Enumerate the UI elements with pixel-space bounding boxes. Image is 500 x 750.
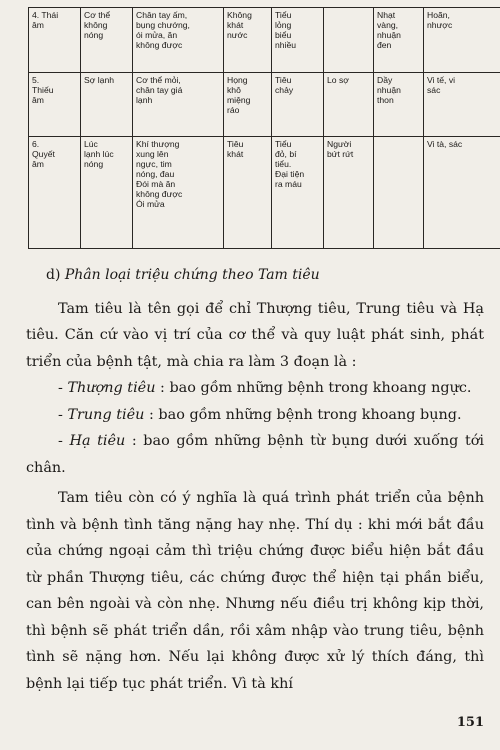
table-row	[29, 137, 500, 249]
list-dash: -	[58, 406, 68, 423]
table-cell: Vi tà, sác	[424, 137, 500, 249]
table-cell: Khí thượng xung lên ngực, tim nóng, đau Đói mà ăn không được Ói mửa	[133, 137, 224, 249]
table-cell: Nhạt vàng, nhuận đen	[374, 8, 424, 73]
list-term: Thượng tiêu	[67, 380, 156, 396]
table-cell: Dầy nhuận thon	[374, 73, 424, 137]
list-text: : bao gồm những bệnh từ bụng dưới xuống tới chân.	[26, 433, 484, 476]
list-term: Trung tiêu	[67, 406, 145, 423]
symptom-table	[28, 7, 500, 249]
table-cell: 5. Thiếu âm	[29, 73, 81, 137]
table-cell: Vi tế, vi sác	[424, 73, 500, 137]
table-cell: Hoãn, nhược	[424, 8, 500, 73]
table-cell: Tiêu khát	[224, 137, 272, 249]
list-text: : bao gồm những bệnh trong khoang ngực.	[155, 380, 472, 396]
list-term: Hạ tiêu	[69, 433, 126, 449]
table-cell: Tiêu chảy	[272, 73, 324, 137]
section-heading-title: Phân loại triệu chứng theo Tam tiêu	[64, 267, 320, 283]
table-cell: Tiểu đỏ, bí tiểu. Đại tiện ra máu	[272, 137, 324, 249]
body-text	[26, 262, 484, 697]
table-cell: Họng khô miệng ráo	[224, 73, 272, 137]
section-heading	[46, 262, 484, 289]
table-cell: 6. Quyết âm	[29, 137, 81, 249]
table-cell: Người bứt rứt	[324, 137, 374, 249]
list-item	[26, 375, 484, 402]
list-dash: -	[58, 433, 70, 449]
list-item	[26, 428, 484, 481]
table-cell: Tiểu lỏng biểu nhiều	[272, 8, 324, 73]
table-cell	[324, 8, 374, 73]
paragraph-intro: Tam tiêu là tên gọi để chỉ Thượng tiêu, Trung tiêu và Hạ tiêu. Căn cứ vào vị trí của cơ thể và quy luật phát sinh, phát triển của bệnh tật, mà chia ra làm 3 đoạn là :	[26, 300, 484, 370]
table-row	[29, 73, 500, 137]
table-cell: Lúc lạnh lúc nóng	[81, 137, 133, 249]
table-cell: Cơ thể mỏi, chân tay giá lạnh	[133, 73, 224, 137]
section-heading-prefix: d)	[46, 267, 65, 283]
list-item	[26, 402, 484, 429]
table-cell	[374, 137, 424, 249]
table-cell: Không khát nước	[224, 8, 272, 73]
page-number: 151	[456, 715, 484, 730]
table-cell: Cơ thể không nóng	[81, 8, 133, 73]
table-cell: Sợ lạnh	[81, 73, 133, 137]
list-dash: -	[58, 380, 68, 396]
table-cell: Chân tay ấm, bụng chướng, ói mửa, ăn không được	[133, 8, 224, 73]
paragraph-progression: Tam tiêu còn có ý nghĩa là quá trình phát triển của bệnh tình và bệnh tình tăng nặng hay nhẹ. Thí dụ : khi mới bắt đầu của chứng ngoại cảm thì triệu chứng được biểu hiện bắt đầu từ phần Thượng tiêu, các chứng được thể hiện tại phần biểu, can bên ngoài và còn nhẹ. Nhưng nếu điều trị không kịp thời, thì bệnh sẽ phát triển dần, rồi xâm nhập vào trung tiêu, bệnh tình sẽ nặng hơn. Nếu lại không được xử lý thích đáng, thì bệnh lại tiếp tục phát triển. Vì tà khí	[26, 490, 484, 692]
table-cell: 4. Thái âm	[29, 8, 81, 73]
table-row	[29, 8, 500, 73]
table-cell: Lo sợ	[324, 73, 374, 137]
list-text: : bao gồm những bệnh trong khoang bụng.	[144, 406, 462, 423]
